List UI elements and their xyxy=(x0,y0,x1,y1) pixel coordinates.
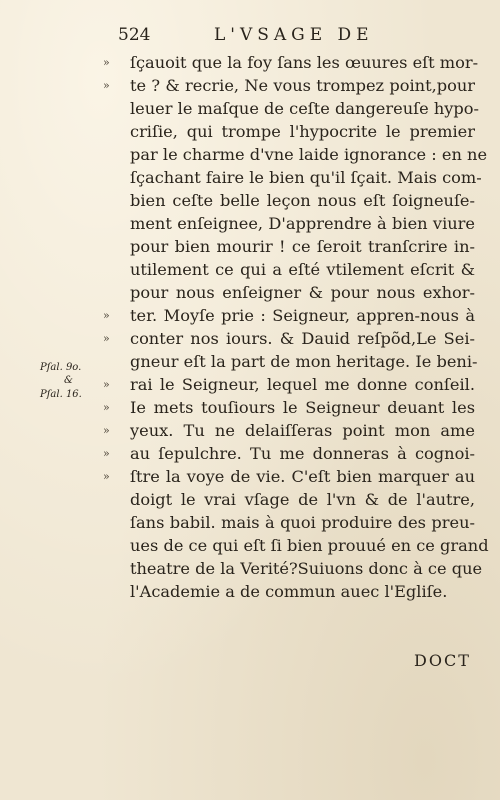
margin-note-psalm-90: Pſal. 9o. xyxy=(40,362,82,373)
text-line: Ie mets touſiours le Seigneur deuant les xyxy=(130,398,475,417)
quote-mark: » xyxy=(103,56,110,69)
page-number: 524 xyxy=(118,25,151,45)
quote-mark: » xyxy=(103,79,110,92)
text-line: gneur eſt la part de mon heritage. Ie beni- xyxy=(130,352,478,371)
text-line: rai le Seigneur, lequel me donne conſeil. xyxy=(130,375,475,394)
text-line: bien ceſte belle leçon nous eſt ſoigneuſe- xyxy=(130,191,475,210)
quote-mark: » xyxy=(103,447,110,460)
text-line: ſans babil. mais à quoi produire des preu- xyxy=(130,513,475,532)
body-text xyxy=(130,51,489,603)
text-line: conter nos iours. & Dauid reſpõd,Le Sei- xyxy=(130,329,475,348)
text-line: pour nous enſeigner & pour nous exhor- xyxy=(130,283,475,302)
margin-note-ampersand: & xyxy=(64,375,73,386)
text-line: ſtre la voye de vie. C'eſt bien marquer au xyxy=(130,467,475,486)
quote-mark: » xyxy=(103,470,110,483)
text-line: pour bien mourir ! ce ſeroit tranſcrire in- xyxy=(130,237,475,256)
catchword: DOCT xyxy=(414,651,471,670)
text-line: doigt le vrai vſage de l'vn & de l'autre, xyxy=(130,490,475,509)
text-line: theatre de la Verité?Suiuons donc à ce que xyxy=(130,559,483,578)
text-line: ment enſeignee, D'apprendre à bien viure xyxy=(130,214,475,233)
text-line: yeux. Tu ne delaiſſeras point mon ame xyxy=(130,421,475,440)
text-line: ſçachant faire le bien qu'il ſçait. Mais com- xyxy=(130,168,482,187)
margin-note-psalm-16: Pſal. 16. xyxy=(40,389,82,400)
text-line: utilement ce qui a eſté vtilement eſcrit & xyxy=(130,260,475,279)
text-line: ſçauoit que la foy ſans les œuures eſt mor- xyxy=(130,53,479,72)
quote-mark: » xyxy=(103,332,110,345)
text-line: au ſepulchre. Tu me donneras à cognoi- xyxy=(130,444,475,463)
text-line: ter. Moyſe prie : Seigneur, appren-nous à xyxy=(130,306,475,325)
quote-mark: » xyxy=(103,424,110,437)
quote-mark: » xyxy=(103,378,110,391)
text-line: l'Academie a de commun auec l'Egliſe. xyxy=(130,582,448,601)
quote-mark: » xyxy=(103,309,110,322)
text-line: criſie, qui trompe l'hypocrite le premier xyxy=(130,122,475,141)
text-line: te ? & recrie, Ne vous trompez point,pour xyxy=(130,76,475,95)
text-line: leuer le maſque de ceſte dangereuſe hypo- xyxy=(130,99,479,118)
quote-mark: » xyxy=(103,401,110,414)
text-line: par le charme d'vne laide ignorance : en ne xyxy=(130,145,488,164)
running-title: L'VSAGE DE xyxy=(214,25,374,45)
page-header xyxy=(118,25,468,47)
text-line: ues de ce qui eſt ſi bien prouué en ce grand xyxy=(130,536,489,555)
